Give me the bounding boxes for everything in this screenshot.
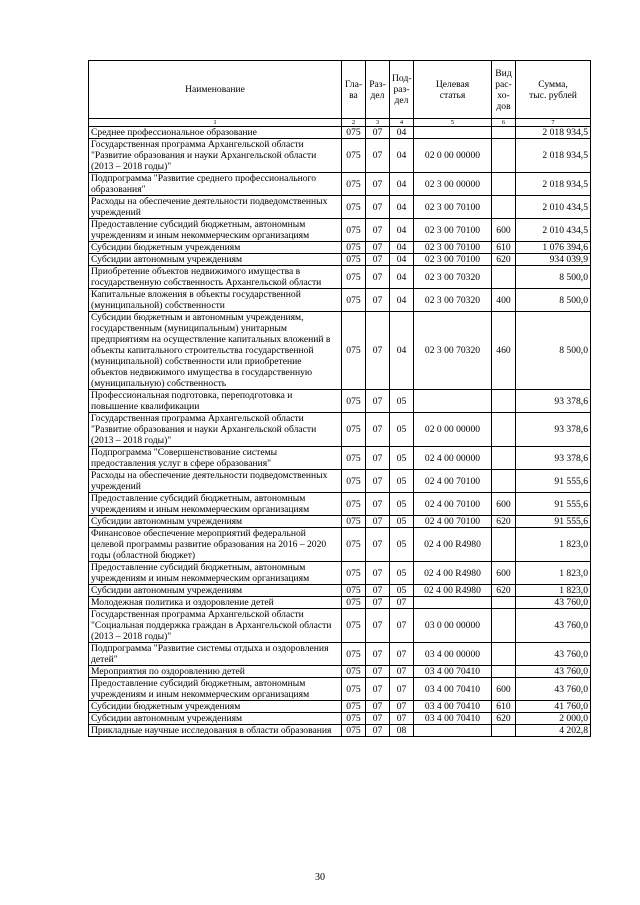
row-amount: 41 760,0 (516, 701, 591, 713)
row-expense-type: 610 (492, 701, 516, 713)
row-name: Подпрограмма "Совершенствование системы предоставления услуг в сфере образования" (89, 447, 342, 470)
row-name: Предоставление субсидий бюджетным, автономным учреждениям и иным некоммерческим организациям (89, 219, 342, 242)
row-subsection: 05 (390, 516, 414, 528)
row-section: 07 (366, 725, 390, 737)
row-amount: 91 555,6 (516, 493, 591, 516)
row-subsection: 04 (390, 219, 414, 242)
row-name: Расходы на обеспечение деятельности подведомственных учреждений (89, 470, 342, 493)
table-row (89, 585, 591, 597)
row-amount: 43 760,0 (516, 597, 591, 609)
row-target: 02 3 00 70100 (414, 219, 492, 242)
column-number: 2 (342, 119, 366, 127)
row-amount: 43 760,0 (516, 666, 591, 678)
row-amount: 91 555,6 (516, 516, 591, 528)
row-name: Приобретение объектов недвижимого имущества в государственную собственность Архангельской области (89, 266, 342, 289)
row-expense-type (492, 597, 516, 609)
column-number: 6 (492, 119, 516, 127)
row-amount: 2 018 934,5 (516, 173, 591, 196)
table-row (89, 289, 591, 312)
table-row (89, 701, 591, 713)
table-row (89, 597, 591, 609)
row-name: Расходы на обеспечение деятельности подведомственных учреждений (89, 196, 342, 219)
row-subsection: 04 (390, 242, 414, 254)
row-chapter: 075 (342, 516, 366, 528)
table-row (89, 242, 591, 254)
header-target (414, 61, 492, 119)
row-subsection: 05 (390, 390, 414, 413)
row-expense-type: 620 (492, 713, 516, 725)
header-amount-text: Сумма, тыс. рублей (529, 78, 577, 101)
row-chapter: 075 (342, 562, 366, 585)
row-chapter: 075 (342, 643, 366, 666)
table-row (89, 127, 591, 139)
column-number: 7 (516, 119, 591, 127)
header-chapter-text: Гла- ва (344, 78, 363, 101)
row-target: 03 4 00 70410 (414, 713, 492, 725)
row-expense-type: 460 (492, 312, 516, 390)
row-expense-type (492, 643, 516, 666)
row-subsection: 04 (390, 196, 414, 219)
column-number: 5 (414, 119, 492, 127)
row-subsection: 05 (390, 470, 414, 493)
row-expense-type: 620 (492, 254, 516, 266)
table-row (89, 219, 591, 242)
row-amount: 43 760,0 (516, 643, 591, 666)
row-chapter: 075 (342, 528, 366, 562)
row-section: 07 (366, 219, 390, 242)
row-target: 02 3 00 70100 (414, 254, 492, 266)
row-target: 02 4 00 70100 (414, 470, 492, 493)
table-row (89, 516, 591, 528)
row-expense-type: 600 (492, 219, 516, 242)
row-chapter: 075 (342, 390, 366, 413)
table-row (89, 666, 591, 678)
row-expense-type (492, 196, 516, 219)
row-expense-type: 610 (492, 242, 516, 254)
row-amount: 93 378,6 (516, 413, 591, 447)
row-section: 07 (366, 666, 390, 678)
row-target: 02 3 00 70100 (414, 242, 492, 254)
row-section: 07 (366, 413, 390, 447)
row-chapter: 075 (342, 196, 366, 219)
row-subsection: 07 (390, 643, 414, 666)
table-row (89, 725, 591, 737)
row-target (414, 597, 492, 609)
row-target: 02 3 00 70320 (414, 289, 492, 312)
row-name: Прикладные научные исследования в области образования (89, 725, 342, 737)
table-row (89, 266, 591, 289)
row-target: 02 3 00 00000 (414, 173, 492, 196)
table-row (89, 528, 591, 562)
row-target (414, 127, 492, 139)
row-target: 02 3 00 70320 (414, 312, 492, 390)
row-section: 07 (366, 609, 390, 643)
row-amount: 91 555,6 (516, 470, 591, 493)
row-chapter: 075 (342, 266, 366, 289)
row-section: 07 (366, 701, 390, 713)
table-row (89, 254, 591, 266)
column-number: 4 (390, 119, 414, 127)
row-expense-type (492, 528, 516, 562)
row-subsection: 07 (390, 666, 414, 678)
row-target: 03 4 00 70410 (414, 666, 492, 678)
row-subsection: 05 (390, 528, 414, 562)
table-row (89, 470, 591, 493)
row-chapter: 075 (342, 413, 366, 447)
row-expense-type (492, 266, 516, 289)
header-subsection-text: Под- раз- дел (392, 73, 412, 106)
row-expense-type: 620 (492, 516, 516, 528)
header-subsection (390, 61, 414, 119)
row-section: 07 (366, 289, 390, 312)
row-chapter: 075 (342, 173, 366, 196)
header-chapter (342, 61, 366, 119)
row-amount: 43 760,0 (516, 678, 591, 701)
row-subsection: 04 (390, 254, 414, 266)
row-target: 02 3 00 70100 (414, 196, 492, 219)
table-row (89, 562, 591, 585)
row-target: 02 4 00 R4980 (414, 585, 492, 597)
header-expense-type-text: Вид рас- хо- дов (495, 67, 512, 112)
row-chapter: 075 (342, 289, 366, 312)
row-amount: 2 018 934,5 (516, 127, 591, 139)
row-expense-type (492, 139, 516, 173)
row-subsection: 04 (390, 127, 414, 139)
row-chapter: 075 (342, 725, 366, 737)
row-amount: 934 039,9 (516, 254, 591, 266)
header-name: Наименование (89, 61, 342, 119)
row-name: Молодежная политика и оздоровление детей (89, 597, 342, 609)
row-target: 03 4 00 00000 (414, 643, 492, 666)
table-row (89, 713, 591, 725)
row-name: Капитальные вложения в объекты государственной (муниципальной) собственности (89, 289, 342, 312)
table-row (89, 173, 591, 196)
row-section: 07 (366, 390, 390, 413)
row-section: 07 (366, 173, 390, 196)
row-chapter: 075 (342, 242, 366, 254)
row-name: Профессиональная подготовка, переподготовка и повышение квалификации (89, 390, 342, 413)
column-number-row (89, 119, 591, 127)
row-chapter: 075 (342, 701, 366, 713)
row-subsection: 07 (390, 609, 414, 643)
row-amount: 8 500,0 (516, 266, 591, 289)
row-subsection: 05 (390, 562, 414, 585)
row-chapter: 075 (342, 713, 366, 725)
row-target: 02 4 00 R4980 (414, 562, 492, 585)
row-section: 07 (366, 447, 390, 470)
row-name: Среднее профессиональное образование (89, 127, 342, 139)
row-amount: 93 378,6 (516, 447, 591, 470)
row-expense-type (492, 413, 516, 447)
row-amount: 4 202,8 (516, 725, 591, 737)
row-expense-type (492, 470, 516, 493)
row-target: 02 4 00 70100 (414, 516, 492, 528)
row-chapter: 075 (342, 312, 366, 390)
row-chapter: 075 (342, 585, 366, 597)
table-row (89, 447, 591, 470)
row-name: Предоставление субсидий бюджетным, автономным учреждениям и иным некоммерческим организациям (89, 562, 342, 585)
row-section: 07 (366, 516, 390, 528)
row-expense-type: 600 (492, 678, 516, 701)
row-subsection: 07 (390, 713, 414, 725)
row-subsection: 07 (390, 701, 414, 713)
row-target: 02 0 00 00000 (414, 139, 492, 173)
row-chapter: 075 (342, 470, 366, 493)
row-chapter: 075 (342, 678, 366, 701)
row-name: Субсидии автономным учреждениям (89, 713, 342, 725)
row-expense-type: 600 (492, 562, 516, 585)
row-chapter: 075 (342, 447, 366, 470)
page-number: 30 (315, 872, 325, 883)
row-expense-type (492, 127, 516, 139)
row-target: 03 0 00 00000 (414, 609, 492, 643)
row-subsection: 04 (390, 266, 414, 289)
column-number: 1 (89, 119, 342, 127)
row-amount: 1 823,0 (516, 528, 591, 562)
row-section: 07 (366, 493, 390, 516)
row-name: Предоставление субсидий бюджетным, автономным учреждениям и иным некоммерческим организациям (89, 678, 342, 701)
row-name: Подпрограмма "Развитие системы отдыха и оздоровления детей" (89, 643, 342, 666)
row-expense-type (492, 666, 516, 678)
row-target: 02 4 00 70100 (414, 493, 492, 516)
row-expense-type (492, 609, 516, 643)
row-chapter: 075 (342, 139, 366, 173)
row-target: 03 4 00 70410 (414, 678, 492, 701)
row-amount: 1 823,0 (516, 562, 591, 585)
header-section-text: Раз- дел (369, 78, 386, 101)
table-row (89, 139, 591, 173)
row-expense-type (492, 173, 516, 196)
row-chapter: 075 (342, 254, 366, 266)
row-name: Субсидии бюджетным учреждениям (89, 242, 342, 254)
row-amount: 1 823,0 (516, 585, 591, 597)
row-expense-type (492, 447, 516, 470)
row-name: Субсидии автономным учреждениям (89, 585, 342, 597)
header-section (366, 61, 390, 119)
row-section: 07 (366, 597, 390, 609)
row-amount: 2 018 934,5 (516, 139, 591, 173)
row-expense-type: 620 (492, 585, 516, 597)
header-amount (516, 61, 591, 119)
row-expense-type (492, 725, 516, 737)
table-body (89, 127, 591, 737)
row-name: Субсидии бюджетным и автономным учреждениям, государственным (муниципальным) унитарным предприятиям на осуществление капитальных вложений в объекты капитального строительства государственной (муниципальной) собственности или приобретение объектов недвижимого имущества в государственную (муниципальную) собственность (89, 312, 342, 390)
row-subsection: 04 (390, 289, 414, 312)
row-subsection: 05 (390, 585, 414, 597)
row-target: 02 4 00 00000 (414, 447, 492, 470)
row-section: 07 (366, 196, 390, 219)
row-subsection: 04 (390, 173, 414, 196)
row-chapter: 075 (342, 609, 366, 643)
row-target: 03 4 00 70410 (414, 701, 492, 713)
row-subsection: 08 (390, 725, 414, 737)
row-target: 02 3 00 70320 (414, 266, 492, 289)
row-amount: 2 010 434,5 (516, 219, 591, 242)
row-section: 07 (366, 678, 390, 701)
row-name: Мероприятия по оздоровлению детей (89, 666, 342, 678)
row-name: Субсидии автономным учреждениям (89, 254, 342, 266)
row-expense-type (492, 390, 516, 413)
row-amount: 1 076 394,6 (516, 242, 591, 254)
row-subsection: 04 (390, 312, 414, 390)
row-name: Предоставление субсидий бюджетным, автономным учреждениям и иным некоммерческим организациям (89, 493, 342, 516)
row-chapter: 075 (342, 127, 366, 139)
row-target: 02 4 00 R4980 (414, 528, 492, 562)
row-name: Государственная программа Архангельской области "Развитие образования и науки Архангельской области (2013 – 2018 годы)" (89, 413, 342, 447)
row-section: 07 (366, 713, 390, 725)
table-row (89, 196, 591, 219)
row-section: 07 (366, 139, 390, 173)
table-row (89, 312, 591, 390)
row-chapter: 075 (342, 597, 366, 609)
row-subsection: 05 (390, 493, 414, 516)
table-row (89, 413, 591, 447)
row-subsection: 07 (390, 678, 414, 701)
row-subsection: 07 (390, 597, 414, 609)
row-amount: 93 378,6 (516, 390, 591, 413)
row-name: Подпрограмма "Развитие среднего профессионального образования" (89, 173, 342, 196)
row-section: 07 (366, 312, 390, 390)
row-subsection: 05 (390, 413, 414, 447)
row-chapter: 075 (342, 219, 366, 242)
row-section: 07 (366, 242, 390, 254)
row-section: 07 (366, 254, 390, 266)
row-section: 07 (366, 266, 390, 289)
table-row (89, 390, 591, 413)
row-subsection: 05 (390, 447, 414, 470)
row-expense-type: 600 (492, 493, 516, 516)
row-target: 02 0 00 00000 (414, 413, 492, 447)
header-target-text: Целевая статья (435, 78, 470, 101)
row-target (414, 390, 492, 413)
row-name: Субсидии бюджетным учреждениям (89, 701, 342, 713)
row-section: 07 (366, 562, 390, 585)
row-section: 07 (366, 528, 390, 562)
row-amount: 8 500,0 (516, 289, 591, 312)
row-subsection: 04 (390, 139, 414, 173)
row-target (414, 725, 492, 737)
row-amount: 2 010 434,5 (516, 196, 591, 219)
table-row (89, 643, 591, 666)
row-chapter: 075 (342, 493, 366, 516)
row-name: Субсидии автономным учреждениям (89, 516, 342, 528)
column-number: 3 (366, 119, 390, 127)
header-row (89, 61, 591, 119)
row-chapter: 075 (342, 666, 366, 678)
row-name: Государственная программа Архангельской области "Социальная поддержка граждан в Архангельской области (2013 – 2018 годы)" (89, 609, 342, 643)
row-amount: 8 500,0 (516, 312, 591, 390)
row-amount: 2 000,0 (516, 713, 591, 725)
row-section: 07 (366, 643, 390, 666)
budget-table (88, 60, 591, 737)
row-section: 07 (366, 585, 390, 597)
row-section: 07 (366, 470, 390, 493)
row-name: Финансовое обеспечение мероприятий федеральной целевой программы развитие образования на 2016 – 2020 годы (областной бюджет) (89, 528, 342, 562)
row-amount: 43 760,0 (516, 609, 591, 643)
table-row (89, 678, 591, 701)
table-row (89, 609, 591, 643)
table-row (89, 493, 591, 516)
row-name: Государственная программа Архангельской области "Развитие образования и науки Архангельской области (2013 – 2018 годы)" (89, 139, 342, 173)
header-expense-type (492, 61, 516, 119)
row-expense-type: 400 (492, 289, 516, 312)
row-section: 07 (366, 127, 390, 139)
